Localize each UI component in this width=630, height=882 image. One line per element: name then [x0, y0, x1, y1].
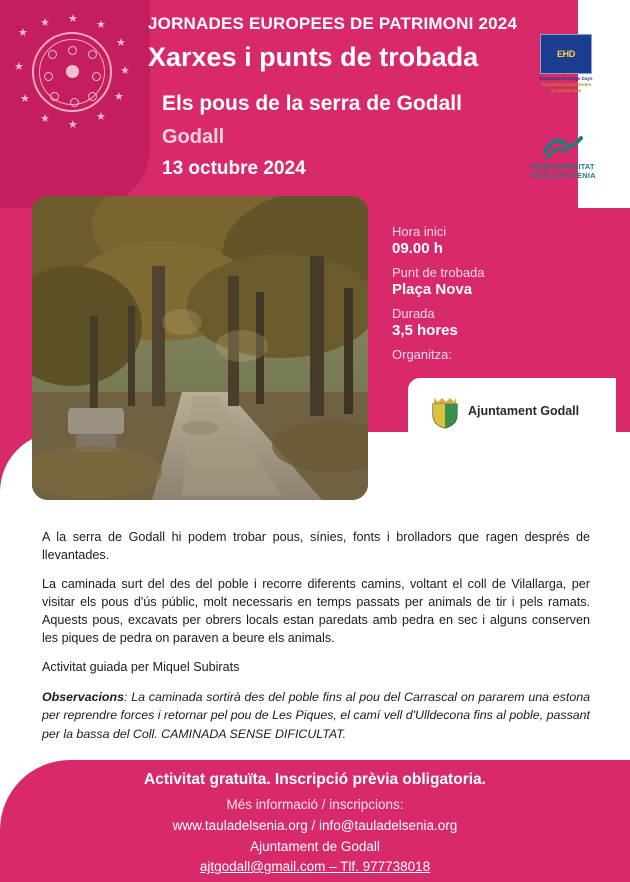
description-block	[42, 528, 590, 744]
organizer-card	[408, 378, 616, 444]
guide-line: Activitat guiada per Miquel Subirats	[42, 659, 240, 674]
observations-text: : La caminada sortirà des del poble fins al pou del Carrascal on pararem una estona per reprendre forces i retornar pel pou de Les Piques, el camí vell d'Ulldecona fins al poble, passant per la bassa del Coll. CAMINADA SENSE DIFICULTAT.	[42, 689, 590, 741]
observations-block	[42, 688, 590, 744]
start-time-label: Hora inici	[392, 224, 447, 239]
footer-contact[interactable]: ajtgodall@gmail.com – Tlf. 977738018	[199, 859, 431, 874]
footer-town-hall: Ajuntament de Godall	[250, 839, 380, 854]
mancomunitat-mark-icon	[541, 130, 585, 160]
organizer-label: Organitza:	[392, 347, 452, 362]
activity-details	[392, 224, 612, 362]
activity-title: Els pous de la serra de Godall	[162, 92, 462, 115]
town-name: Godall	[162, 126, 225, 148]
eu-logo-mark: EHD	[556, 49, 576, 59]
event-kicker: JORNADES EUROPEES DE PATRIMONI 2024	[148, 14, 518, 33]
event-date: 13 octubre 2024	[162, 158, 306, 179]
footer-free-activity: Activitat gratuïta. Inscripció prèvia obligatoria.	[144, 771, 486, 788]
footer-web-email[interactable]: www.tauladelsenia.org / info@tauladelsenia.org	[172, 818, 458, 833]
start-time-value: 09.00 h	[392, 240, 443, 257]
description-paragraph-2: La caminada surt del des del poble i recorre diferents camins, voltant el coll de Vilallarga, per visitar els pous d'ús públic, molt necessaris en temps passats per animals de tir i pels ramats. Aquests pous, excavats per obrers locals estan paredats amb pedra en sec i alguns conserven les piques de pedra on paraven a beure els animals.	[42, 576, 590, 646]
duration-value: 3,5 hores	[392, 322, 458, 339]
duration-label: Durada	[392, 306, 435, 321]
poster-header	[0, 0, 630, 208]
european-heritage-days-logo	[522, 34, 610, 95]
eu-caption-line2: Journées européennes	[540, 82, 592, 88]
observations-label: Observacions	[42, 689, 124, 704]
godall-coat-of-arms-icon	[430, 395, 458, 427]
organizer-name: Ajuntament Godall	[468, 404, 580, 418]
activity-photo	[32, 196, 368, 500]
meeting-point-value: Plaça Nova	[392, 281, 473, 298]
mancomunitat-name: MANCOMUNITAT	[531, 162, 595, 171]
description-paragraph-1: A la serra de Godall hi podem trobar pous, sínies, fonts i brolladors que ragen després de llevantades.	[42, 530, 590, 563]
poster-footer	[0, 760, 630, 882]
eu-flag-icon	[540, 34, 592, 74]
mancomunitat-subname: TAULA del SÈNIA	[530, 171, 596, 180]
event-title: Xarxes i punts de trobada	[148, 42, 479, 72]
meeting-point-label: Punt de trobada	[392, 265, 485, 280]
mancomunitat-logo	[524, 130, 602, 180]
eu-caption-line3: du patrimoine	[550, 88, 582, 94]
eu-caption-line1: European Heritage Days	[539, 76, 593, 81]
jornades-patrimoni-emblem-icon: ★ ★ ★ ★ ★ ★ ★ ★ ★ ★ ★ ★	[14, 13, 130, 131]
footer-info-label: Més informació / inscripcions:	[226, 797, 404, 812]
